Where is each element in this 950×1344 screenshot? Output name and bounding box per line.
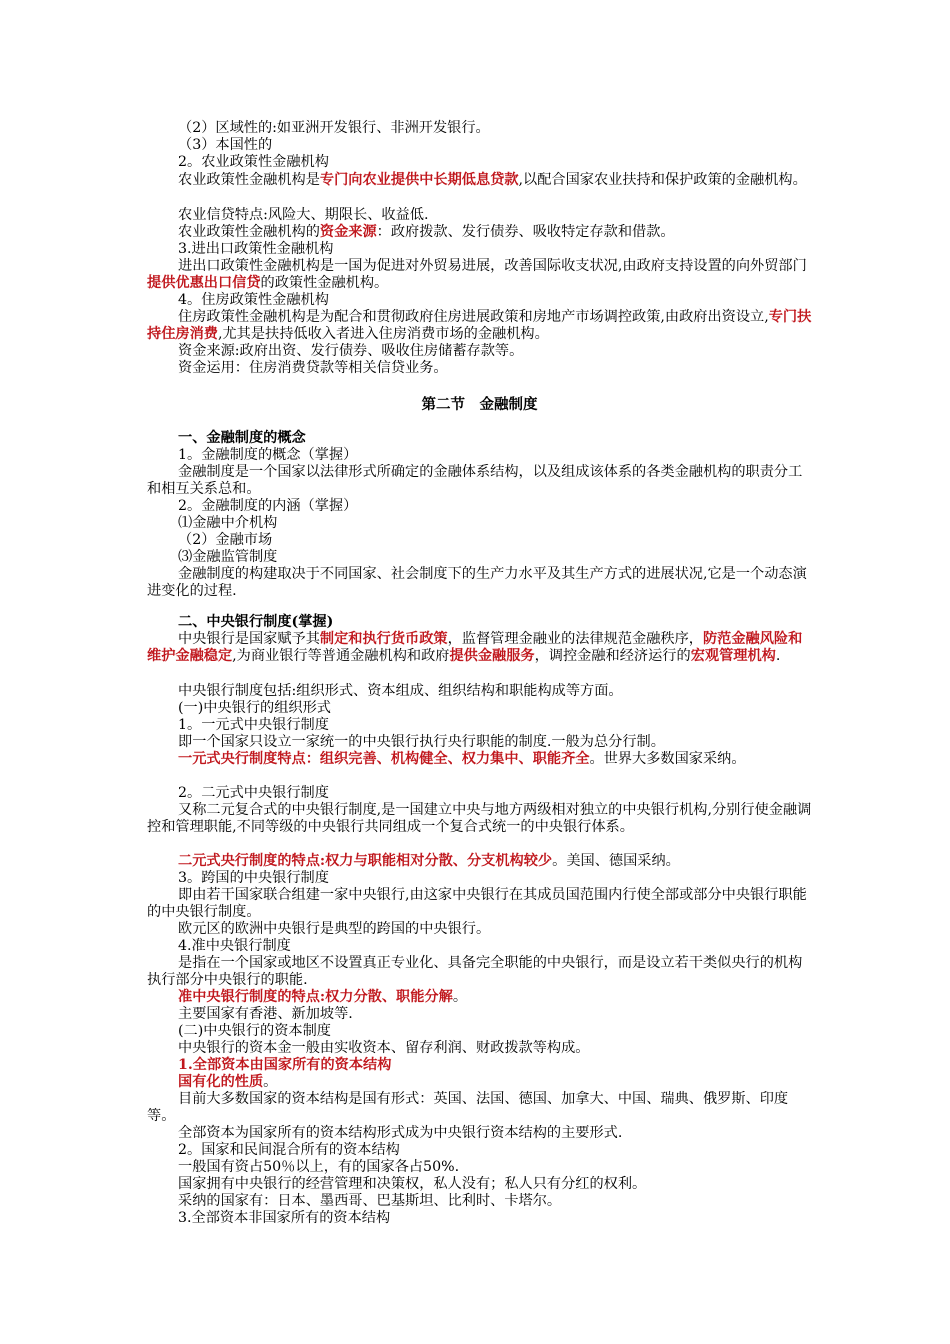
paragraph (147, 1159, 812, 1176)
paragraph (147, 700, 812, 717)
paragraph (147, 566, 812, 599)
paragraph (147, 343, 812, 360)
paragraph (147, 802, 812, 835)
text-run: (一)中央银行的组织形式 (178, 700, 331, 716)
paragraph (147, 989, 812, 1006)
text-run: 中央银行是国家赋予其 (178, 631, 320, 647)
text-run: 中央银行制度包括:组织形式、资本组成、组织结构和职能构成等方面。 (178, 683, 623, 699)
paragraph (147, 1210, 812, 1227)
text-run: 金融制度是一个国家以法律形式所确定的金融体系结构，以及组成该体系的各类金融机构的职责分工和相互关系总和。 (147, 464, 803, 497)
paragraph (147, 1176, 812, 1193)
paragraph (147, 1040, 812, 1057)
paragraph (147, 360, 812, 377)
highlighted-text: 防范金融风险和维护金融稳定 (147, 631, 803, 664)
text-run: 金融制度的构建取决于不同国家、社会制度下的生产力水平及其生产方式的进展状况,它是一个动态演进变化的过程. (147, 566, 807, 599)
text-run: 农业信贷特点:风险大、期限长、收益低. (178, 207, 429, 223)
text-run: 2。二元式中央银行制度 (178, 785, 329, 801)
text-run: 住房政策性金融机构是为配合和贯彻政府住房进展政策和房地产市场调控政策,由政府出资设立, (178, 309, 769, 325)
text-run: ，监督管理金融业的法律规范金融秩序， (447, 631, 703, 647)
text-run: 2。金融制度的内涵（掌握） (178, 498, 358, 514)
text-run: 1。一元式中央银行制度 (178, 717, 329, 733)
highlighted-text: 提供优惠出口信贷 (147, 274, 261, 291)
paragraph (147, 921, 812, 938)
text-run: 主要国家有香港、新加坡等. (178, 1006, 353, 1022)
section-subheading: 二、中央银行制度(掌握) (178, 614, 334, 630)
highlighted-text: 国有化的性质 (178, 1074, 264, 1090)
paragraph (147, 258, 812, 291)
paragraph (147, 614, 812, 631)
text-run: 欧元区的欧洲中央银行是典型的跨国的中央银行。 (178, 921, 491, 937)
text-run: ⑴金融中介机构 (178, 515, 278, 531)
text-run: 农业政策性金融机构的 (178, 224, 320, 240)
paragraph (147, 631, 812, 664)
paragraph (147, 717, 812, 734)
text-run: 即一个国家只设立一家统一的中央银行执行央行职能的制度.一般为总分行制。 (178, 734, 665, 750)
text-run: 资金运用：住房消费贷款等相关信贷业务。 (178, 360, 448, 376)
paragraph (147, 549, 812, 566)
highlighted-text: 一元式央行制度特点：组织完善、机构健全、权力集中、职能齐全 (178, 751, 590, 767)
paragraph (147, 207, 812, 224)
paragraph (147, 751, 812, 768)
paragraph (147, 447, 812, 464)
highlighted-text: 专门扶持住房消费 (147, 309, 812, 342)
paragraph (147, 1074, 812, 1091)
paragraph (147, 154, 812, 171)
section-subheading: 一、金融制度的概念 (178, 430, 306, 446)
text-run: ,尤其是扶持低收入者进入住房消费市场的金融机构。 (217, 325, 549, 342)
text-run: 2。国家和民间混合所有的资本结构 (178, 1142, 400, 1158)
text-run: ，调控金融和经济运行的 (534, 647, 691, 664)
text-run: 又称二元复合式的中央银行制度,是一国建立中央与地方两级相对独立的中央银行机构,分别行使金融调控和管理职能,不同等级的中央银行共同组成一个复合式统一的中央银行体系。 (147, 802, 812, 835)
paragraph (147, 853, 812, 870)
paragraph (147, 1057, 812, 1074)
paragraph (147, 785, 812, 802)
highlighted-text: 专门向农业提供中长期低息贷款 (319, 172, 519, 188)
paragraph (147, 241, 812, 258)
text-run: 即由若干国家联合组建一家中央银行,由这家中央银行在其成员国范围内行使全部或部分中央银行职能的中央银行制度。 (147, 887, 807, 920)
text-run: 一般国有资占50％以上，有的国家各占50%. (178, 1159, 460, 1175)
paragraph (147, 120, 812, 137)
text-run: 。美国、德国采纳。 (552, 853, 680, 869)
text-run: 4。住房政策性金融机构 (178, 292, 329, 308)
highlighted-text: 宏观管理机构 (690, 647, 776, 664)
text-run: 中央银行的资本金一般由实收资本、留存利润、财政拨款等构成。 (178, 1040, 590, 1056)
text-run: 2。农业政策性金融机构 (178, 154, 329, 170)
text-run: (二)中央银行的资本制度 (178, 1023, 331, 1039)
paragraph (147, 532, 812, 549)
text-run: （2）金融市场 (178, 532, 273, 548)
paragraph (147, 870, 812, 887)
highlighted-text: 提供金融服务 (449, 647, 535, 664)
paragraph (147, 292, 812, 309)
section-title: 第二节 金融制度 (421, 396, 538, 413)
paragraph (147, 1091, 812, 1124)
highlighted-text: 1.全部资本由国家所有的资本结构 (178, 1057, 392, 1073)
text-run: （2）区域性的:如亚洲开发银行、非洲开发银行。 (178, 120, 490, 136)
text-run: 农业政策性金融机构是 (178, 172, 320, 188)
text-run: 国家拥有中央银行的经营管理和决策权，私人没有；私人只有分红的权利。 (178, 1176, 647, 1192)
paragraph (147, 734, 812, 751)
paragraph (147, 1023, 812, 1040)
paragraph (147, 498, 812, 515)
paragraph (147, 515, 812, 532)
text-run: 目前大多数国家的资本结构是国有形式：英国、法国、德国、加拿大、中国、瑞典、俄罗斯、印度等。 (147, 1091, 789, 1124)
paragraph (147, 683, 812, 700)
text-run: 。 (452, 989, 468, 1005)
text-run: 进出口政策性金融机构是一国为促进对外贸易进展，改善国际收支状况,由政府支持设置的向外贸部门 (178, 258, 807, 274)
text-run: 4.准中央银行制度 (178, 938, 291, 954)
text-run: 3。跨国的中央银行制度 (178, 870, 329, 886)
paragraph (147, 1193, 812, 1210)
text-run: ,以配合国家农业扶持和保护政策的金融机构。 (518, 172, 807, 188)
text-run: ,为商业银行等普通金融机构和政府 (232, 647, 450, 664)
text-run: 是指在一个国家或地区不设置真正专业化、具备完全职能的中央银行，而是设立若干类似央行的机构执行部分中央银行的职能. (147, 955, 803, 988)
paragraph (147, 938, 812, 955)
highlighted-text: 准中央银行制度的特点:权力分散、职能分解 (178, 989, 453, 1005)
text-run: 采纳的国家有：日本、墨西哥、巴基斯坦、比利时、卡塔尔。 (178, 1193, 562, 1209)
paragraph (147, 464, 812, 497)
text-run: 的政策性金融机构。 (260, 274, 389, 291)
paragraph (147, 224, 812, 241)
paragraph (147, 887, 812, 920)
paragraph (147, 1125, 812, 1142)
text-run: ：政府拨款、发行债券、吸收特定存款和借款。 (376, 224, 675, 240)
paragraph (147, 137, 812, 154)
paragraph (147, 430, 812, 447)
text-run: 3.进出口政策性金融机构 (178, 241, 334, 257)
text-run: 。 (263, 1074, 278, 1090)
text-run: 。世界大多数国家采纳。 (589, 751, 746, 767)
highlighted-text: 资金来源 (319, 224, 377, 240)
text-run: 全部资本为国家所有的资本结构形式成为中央银行资本结构的主要形式. (178, 1125, 623, 1141)
text-run: 3.全部资本非国家所有的资本结构 (178, 1210, 391, 1226)
text-run: ⑶金融监管制度 (178, 549, 278, 565)
text-run: . (775, 647, 781, 664)
paragraph (147, 309, 812, 342)
highlighted-text: 制定和执行货币政策 (319, 631, 448, 647)
text-run: 资金来源:政府出资、发行债券、吸收住房储蓄存款等。 (178, 343, 524, 359)
highlighted-text: 二元式央行制度的特点:权力与职能相对分散、分支机构较少 (178, 853, 553, 869)
paragraph (147, 1142, 812, 1159)
paragraph (147, 172, 812, 189)
text-run: 1。金融制度的概念（掌握） (178, 447, 358, 463)
paragraph (147, 955, 812, 988)
paragraph (147, 1006, 812, 1023)
text-run: （3）本国性的 (178, 137, 273, 153)
